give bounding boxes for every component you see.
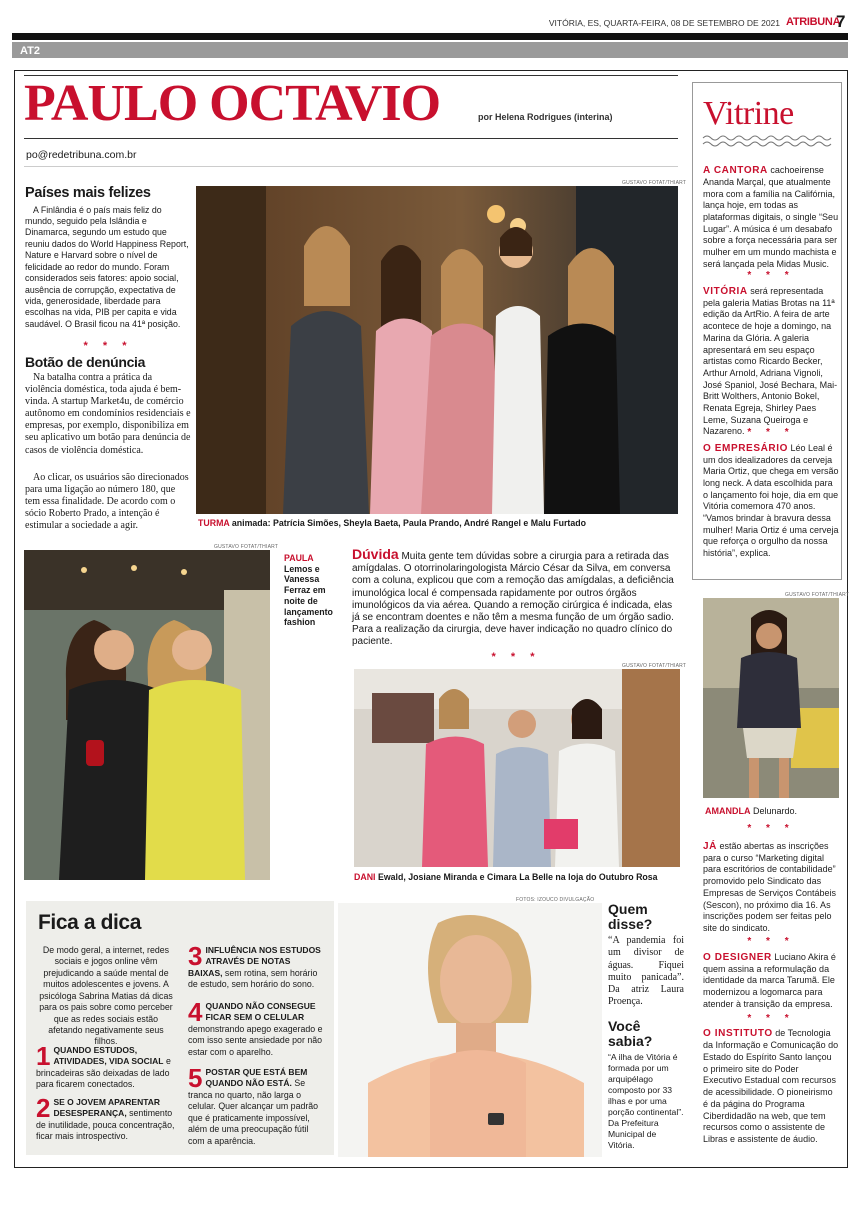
paises-body: A Finlândia é o país mais feliz do mundo, seguido pela Islândia e Dinamarca, segundo um estudo que reuniu dados do World Happiness Report, Nature e Harvard sobre o nível de felicidade ao redor do mundo. Foram considerados seis fatores: apoio social, ausência de corrupção, expectativa de vida, generosidade, liberdade para escolhas na vida, PIB per capita e vida saudável. O Brasil ficou na 41ª posição. [25, 204, 189, 329]
dani-caption-text: Ewald, Josiane Miranda e Cimara La Belle na loja do Outubro Rosa [375, 872, 658, 882]
turma-photo [196, 186, 678, 514]
paises-article [25, 184, 191, 536]
portrait-credit: FOTOS: IZOUCO DIVULGAÇÃO [516, 897, 595, 903]
turma-credit: GUSTAVO FOTAT/THIART [622, 180, 687, 186]
column-email[interactable]: po@redetribuna.com.br [26, 149, 137, 161]
vitrine-item-4: JÁ estão abertas as inscrições para o curso “Marketing digital para escritórios de contabilidade” promovido pelo Sindicato das Empresas de Serviços Contábeis (Sescon), no próximo dia 16. As inscrições podem ser feitas pelo site do sindicato. [703, 840, 837, 933]
paula-caption [284, 553, 340, 628]
paula-photo [24, 550, 270, 880]
brand-logo: ATRIBUNA [786, 16, 841, 28]
paula-credit: GUSTAVO FOTAT/THIART [214, 544, 279, 550]
turma-caption [198, 518, 678, 529]
vitrine-title: Vitrine [703, 95, 794, 132]
tip-4: 4 QUANDO NÃO CONSEGUE FICAR SEM O CELULAR demonstrando apego exagerado e com isso sente ansiedade por não estar com o aparelho. [188, 997, 323, 1057]
vitrine-items-top [703, 164, 839, 560]
vitrine-wave-ornament [703, 134, 831, 148]
byline: por Helena Rodrigues (interina) [478, 112, 613, 122]
dani-credit: GUSTAVO FOTAT/THIART [622, 663, 687, 669]
botao-title: Botão de denúncia [25, 353, 146, 370]
tip-3: 3 INFLUÊNCIA NOS ESTUDOS ATRAVÉS DE NOTAS BAIXAS, sem rotina, sem horário de estudo, sem horário do sono. [188, 941, 321, 990]
duvida-title: Dúvida [352, 546, 399, 562]
paula-caption-text: Lemos e Vanessa Ferraz em noite de lançamento fashion [284, 563, 333, 628]
dani-photo [354, 669, 680, 867]
amandla-photo [703, 598, 839, 798]
vitrine-item-2: VITÓRIA será representada pela galeria Matias Brotas na 11ª edição da ArtRio. A feira de arte acontece de hoje a domingo, na Marina da Glória. A galeria apresentará em seu espaço artistas como Ricardo Becker, Arthur Arnold, Adriana Vignoli, José Spaniol, José Bechara, Mai-Britt Wolthers, Antonio Bokel, Renata Egreja, Shirley Paes Leme, Suzana Queiroga e Nazareno. [703, 285, 838, 437]
vitrine-stars-3: * * * [747, 823, 795, 834]
section-label: AT2 [20, 45, 40, 57]
quem-box [608, 902, 684, 1151]
voce-title: Você sabia? [608, 1018, 653, 1050]
tip-1: 1 QUANDO ESTUDOS, ATIVIDADES, VIDA SOCIAL e brincadeiras são deixadas de lado para ficarem conectados. [36, 1041, 171, 1090]
duvida-article [352, 546, 680, 649]
vitrine-stars-5: * * * [747, 1012, 795, 1024]
voce-text: “A ilha de Vitória é formada por um arquipélago composto por 33 ilhas e por uma porção continental”. Da Prefeitura Municipal de Vitória. [608, 1052, 684, 1151]
paula-caption-lead: PAULA [284, 553, 314, 563]
vitrine-item-1: A CANTORA cachoeirense Ananda Marçal, que atualmente mora com a família na Califórnia, lança hoje, em todas as plataformas digitais, o single “Seu Lugar”. A música é um desabafo sobre a força necessária para ser mulher em um mundo machista e será lançada pela Midas Music. [703, 165, 839, 269]
botao-body-2: Ao clicar, os usuários são direcionados para uma ligação ao número 180, que tem essa finalidade. De acordo com o sócio Roberto Prado, a intenção é estimular a sociedade a agir. [25, 471, 189, 532]
amandla-caption [705, 806, 797, 818]
amandla-caption-text: Delunardo. [750, 806, 798, 816]
fica-intro: De modo geral, a internet, redes sociais e jogos online vêm prejudicando a saúde mental de muitos adolescentes e jovens. A psicóloga Sabrina Matias dá dicas para os pais sobre como perceber que as redes sociais estão afetando negativamente seus filhos. [39, 945, 173, 1047]
title-underline [24, 138, 678, 139]
turma-caption-text: animada: Patrícia Simões, Sheyla Baeta, Paula Prando, André Rangel e Malu Furtado [229, 518, 586, 528]
tip-2: 2 SE O JOVEM APARENTAR DESESPERANÇA, sentimento de inutilidade, pouca concentração, ficar mais introspectivo. [36, 1093, 175, 1142]
duvida-body: Muita gente tem dúvidas sobre a cirurgia para a retirada das amígdalas. O otorrinolaringologista Márcio César da Silva, em conversa com a coluna, explicou que com a remoção das amígdalas, a deficiência imunológica local é compensada rapidamente por outros órgãos imunológicos da via aérea. Quando a remoção cirúrgica é indicada, elas já se encontram doentes e não têm a mesma função de um órgão sadio. Para a realização da cirurgia, deve haver indicação no quadro clínico do paciente. [352, 551, 674, 648]
vitrine-stars-1: * * * [747, 270, 795, 281]
dani-caption [354, 872, 684, 883]
amandla-caption-lead: AMANDLA [705, 806, 751, 816]
vitrine-stars-4: * * * [747, 935, 795, 947]
top-rule [12, 33, 848, 40]
fica-left-col [36, 945, 176, 1147]
fica-title: Fica a dica [38, 911, 141, 934]
section-bar [12, 42, 848, 58]
tip-5: 5 POSTAR QUE ESTÁ BEM QUANDO NÃO ESTÁ. Se tranca no quarto, não larga o celular. Quer alcançar um padrão que é praticamente impossível, além de uma preocupação fútil com a aparência. [188, 1063, 319, 1146]
vitrine-item-6: O INSTITUTO de Tecnologia da Informação e Comunicação do Estado do Espírito Santo lançou o primeiro site do Poder Executivo Estadual com recursos de acessibilidade. O pioneirismo é da página do Programa Ciberdidadão na web, que tem recursos como o assistente de Libras e assistente de áudio. [703, 1028, 839, 1144]
botao-body-1: Na batalha contra a prática da violência doméstica, toda ajuda é bem-vinda. A startup Market4u, de comércio autônomo em condomínios residenciais e empresas, por exemplo, disponibiliza em seu aplicativo um botão para denúncia de casos de violência doméstica. [25, 371, 191, 456]
portrait-photo [338, 903, 602, 1157]
vitrine-item-3: O EMPRESÁRIO Léo Leal é um dos idealizadores da cerveja Maria Ortiz, que chega em versão long neck. A data escolhida para o lançamento foi hoje, dia em que Vitória comemora 470 anos. “Vamos brindar à bravura dessa mulher! Maria Ortiz é uma cerveja que reforça o orgulho da nossa história”, explica. [703, 442, 839, 559]
page-number: 7 [836, 12, 846, 31]
turma-caption-lead: TURMA [198, 518, 230, 528]
separator-stars: * * * [83, 339, 133, 352]
vitrine-item-5: O DESIGNER Luciano Akira é quem assina a reformulação da identidade da marca Tarumã. Ele modernizou a logomarca para atender à transição da empresa. [703, 951, 836, 1009]
amandla-credit: GUSTAVO FOTAT/THIART [785, 592, 850, 598]
quem-quote: “A pandemia foi um divisor de águas. Fiquei muito panicada”. Da atriz Laura Proença. [608, 935, 684, 1008]
dateline: VITÓRIA, ES, QUARTA-FEIRA, 08 DE SETEMBRO DE 2021 [548, 18, 780, 28]
vitrine-stars-2: * * * [747, 426, 795, 438]
email-underline [24, 166, 678, 167]
vitrine-items-bottom [703, 822, 839, 1143]
paises-title: Países mais felizes [25, 185, 151, 201]
dani-caption-lead: DANI [354, 872, 376, 882]
fica-right-col [188, 941, 326, 1151]
duvida-stars: * * * [491, 651, 541, 663]
quem-title: Quem disse? [608, 901, 653, 933]
column-title: PAULO OCTAVIO [24, 75, 441, 132]
